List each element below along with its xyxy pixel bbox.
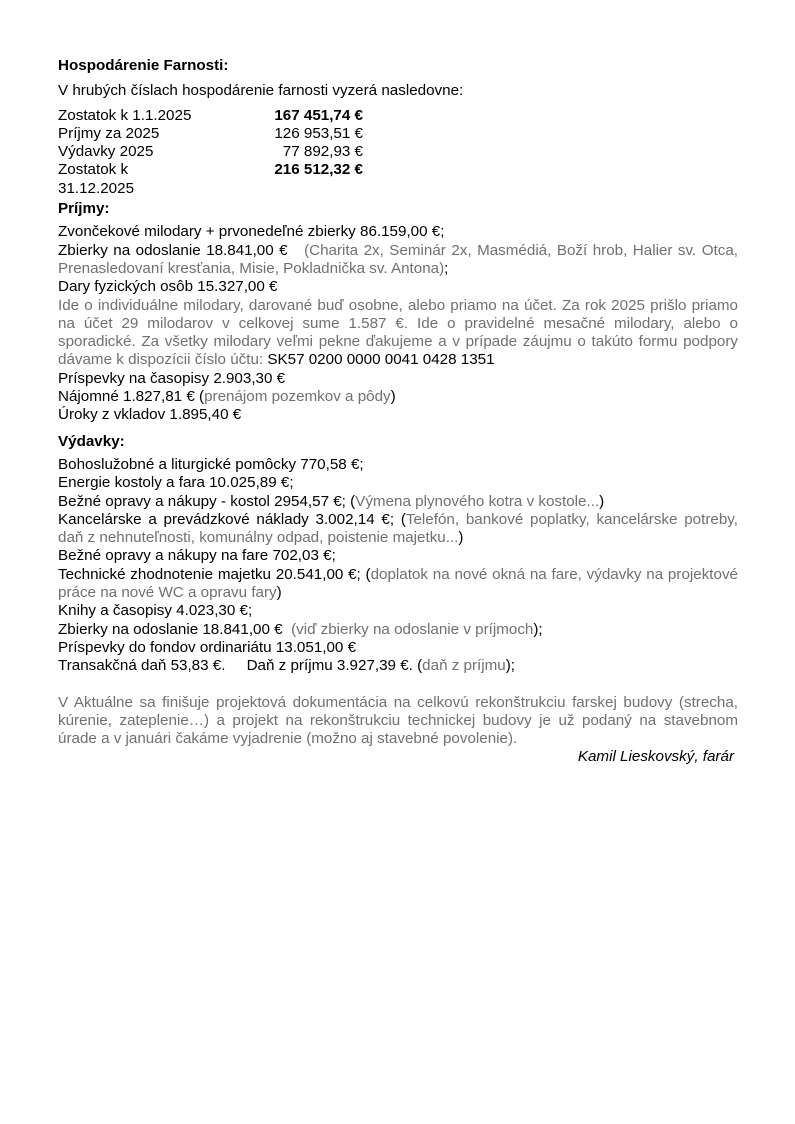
income-tax-main: Daň z príjmu 3.927,39 €. ( — [246, 657, 423, 675]
income-section — [58, 223, 738, 424]
summary-label: Zostatok k 31.12.2025 — [58, 161, 135, 197]
expense-item-note: Telefón, bankové poplatky, kancelárske potreby, daň z nehnuteľnosti, komunálny odpad, poistenie majetku... — [58, 510, 738, 547]
expense-item: Bohoslužobné a liturgické pomôcky 770,58 €; — [58, 455, 364, 473]
expense-item: Príspevky do fondov ordinariátu 13.051,00 € — [58, 638, 357, 656]
donation-note: Ide o individuálne milodary, darované buď osobne, alebo priamo na účet. Za rok 2025 prišlo priamo na účet 29 milodarov v celkovej sume 1.587 €. Ide o pravidelné mesačné milodary, alebo o sporadické. Za všetky milodary veľmi pekne ďakujeme a v prípade záujmu o takúto formu podpory dávame k dispozícii číslo účtu: — [58, 296, 738, 369]
expense-item-note: Výmena plynového kotra v kostole... — [355, 492, 600, 510]
expense-item: Bežné opravy a nákupy na fare 702,03 €; — [58, 547, 336, 565]
income-tax-note: daň z príjmu — [422, 657, 506, 675]
income-item-note: (Charita 2x, Seminár 2x, Masmédiá, Boží hrob, Halier sv. Otca, Prenasledovaní kresťania, Misie, Pokladnička sv. Antona) — [58, 241, 738, 277]
expenses-section — [58, 456, 738, 676]
expense-item-end: ) — [276, 584, 282, 602]
intro-text: V hrubých číslach hospodárenie farnosti vyzerá nasledovne: — [58, 82, 464, 100]
expense-item-main: Kancelárske a prevádzkové náklady 3.002,14 €; ( — [58, 510, 406, 528]
expense-item — [58, 566, 738, 603]
balance-summary — [58, 107, 738, 198]
expense-item-end: ) — [599, 492, 605, 510]
income-item: Dary fyzických osôb 15.327,00 € — [58, 278, 278, 296]
income-item — [58, 242, 738, 279]
expenses-heading: Výdavky: — [58, 432, 125, 450]
income-item-end: ; — [444, 259, 449, 277]
income-item-main: Nájomné 1.827,81 € ( — [58, 388, 205, 406]
expense-item-end: ); — [533, 620, 543, 638]
expense-item-note: doplatok na nové okná na fare, výdavky na projektové práce na nové WC a opravu fary — [58, 565, 739, 602]
document-page — [58, 57, 738, 767]
income-item-end: ) — [390, 388, 396, 406]
expense-item-main: Technické zhodnotenie majetku 20.541,00 €; ( — [58, 565, 371, 583]
income-item: Zvončekové milodary + prvonedeľné zbierky 86.159,00 €; — [58, 223, 445, 241]
income-item: Príspevky na časopisy 2.903,30 € — [58, 369, 286, 387]
summary-amount: 216 512,32 € — [274, 161, 363, 179]
income-item: Úroky z vkladov 1.895,40 € — [58, 406, 242, 424]
income-heading: Príjmy: — [58, 200, 110, 218]
page-title: Hospodárenie Farnosti: — [58, 57, 229, 74]
expense-item — [58, 657, 738, 675]
income-tax-end: ); — [505, 657, 516, 675]
summary-label: Zostatok k 1.1.2025 — [58, 106, 192, 124]
expense-item-main: Zbierky na odoslanie 18.841,00 € — [58, 620, 283, 638]
expense-item — [58, 511, 738, 548]
signature: Kamil Lieskovský, farár — [577, 748, 734, 766]
income-item-main: Zbierky na odoslanie 18.841,00 € — [58, 241, 288, 259]
summary-amount: 77 892,93 € — [282, 143, 363, 161]
summary-label: Výdavky 2025 — [58, 143, 154, 161]
expense-item — [58, 493, 738, 511]
expense-item: Knihy a časopisy 4.023,30 €; — [58, 602, 253, 620]
expense-item-end: ) — [458, 529, 464, 547]
summary-label: Príjmy za 2025 — [58, 124, 160, 142]
closing-paragraph: V Aktuálne sa finišuje projektová dokumentácia na celkovú rekonštrukciu farskej budovy (strecha, kúrenie, zateplenie…) a projekt na rekonštrukciu technickej budovy je už podaný na stavebnom úrade a v januári čakáme vyjadrenie (možno aj stavebné povolenie). — [58, 693, 738, 748]
expense-item: Energie kostoly a fara 10.025,89 €; — [58, 474, 294, 492]
expense-item-main: Bežné opravy a nákupy - kostol 2954,57 €; ( — [58, 492, 356, 510]
income-item-note: prenájom pozemkov a pôdy — [204, 388, 391, 406]
transaction-tax: Transakčná daň 53,83 €. — [58, 657, 226, 675]
income-item-note — [58, 297, 738, 370]
expense-item — [58, 621, 738, 639]
bank-account-number: SK57 0200 0000 0041 0428 1351 — [267, 351, 495, 369]
income-item — [58, 388, 738, 406]
expense-item-note: (viď zbierky na odoslanie v príjmoch — [291, 620, 534, 638]
summary-amount: 126 953,51 € — [274, 124, 363, 142]
summary-amount: 167 451,74 € — [274, 106, 363, 124]
